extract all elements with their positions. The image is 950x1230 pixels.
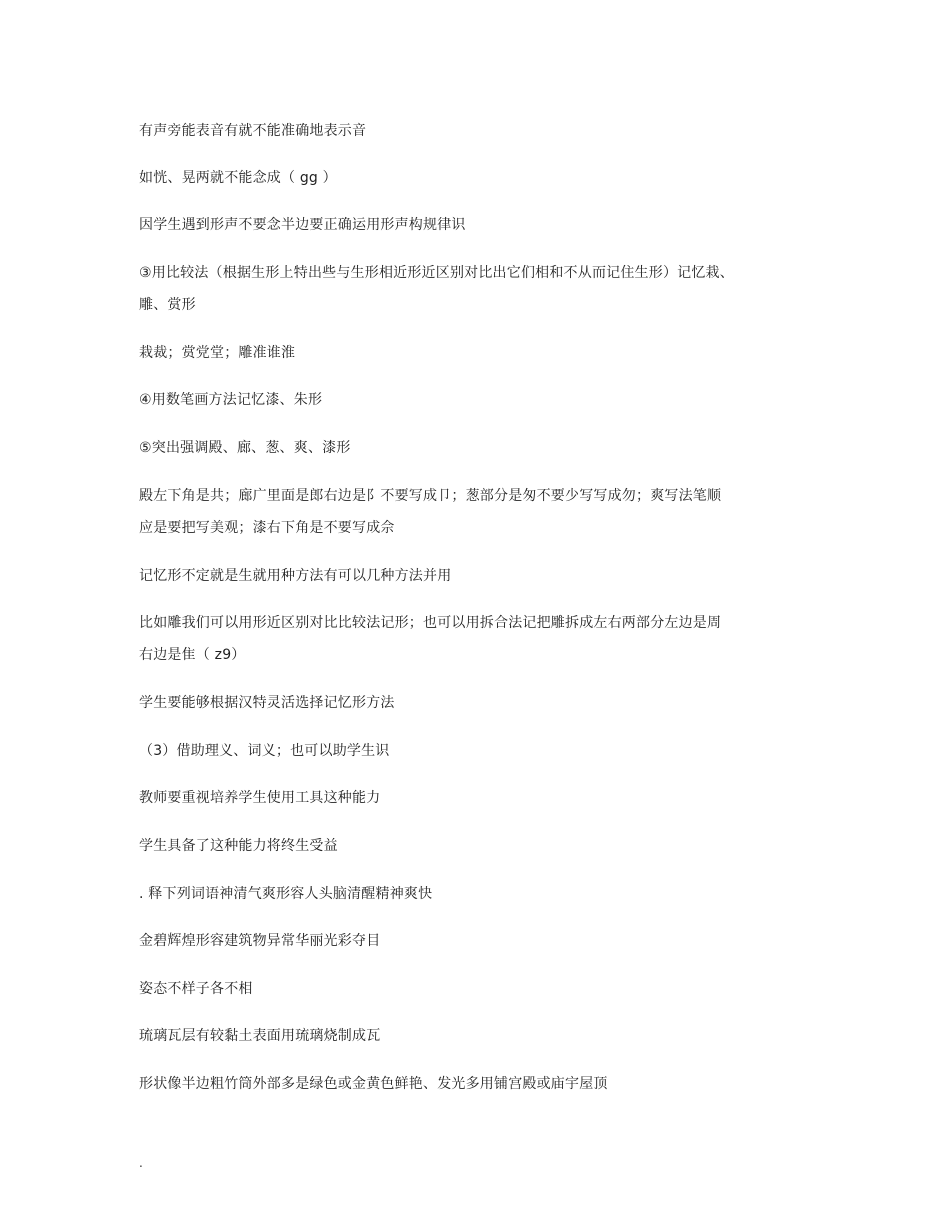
text-line: 姿态不样子各不相 [139, 981, 253, 997]
text-line: 如恍、晃两就不能念成（ gg ） [139, 170, 337, 186]
text-line: 栽裁；赏党堂；雕准谁淮 [139, 345, 296, 361]
text-line: 金碧辉煌形容建筑物异常华丽光彩夺目 [139, 933, 381, 949]
text-line: 学生具备了这种能力将终生受益 [139, 838, 338, 854]
text-line: 应是要把写美观；漆右下角是不要写成佘 [139, 520, 395, 536]
text-line: 有声旁能表音有就不能准确地表示音 [139, 123, 367, 139]
text-line: 琉璃瓦层有较黏土表面用琉璃烧制成瓦 [139, 1028, 381, 1044]
text-line: ⑤突出强调殿、廊、葱、爽、漆形 [139, 440, 351, 456]
text-line: ③用比较法（根据生形上特出些与生形相近形近区别对比出它们相和不从而记住生形）记忆栽、 [139, 265, 734, 281]
text-line: 殿左下角是共；廊广里面是郎右边是阝不要写成卩；葱部分是匆不要少写写成勿；爽写法笔顺 [139, 488, 722, 504]
text-line: （3）借助理义、词义；也可以助学生识 [139, 743, 390, 759]
text-line: ④用数笔画方法记忆漆、朱形 [139, 392, 323, 408]
text-line: 教师要重视培养学生使用工具这种能力 [139, 790, 381, 806]
text-line: 记忆形不定就是生就用种方法有可以几种方法并用 [139, 568, 452, 584]
text-line: 右边是隹（ z9） [139, 647, 246, 663]
text-line: 雕、赏形 [139, 297, 196, 313]
text-line: 比如雕我们可以用形近区别对比比较法记形；也可以用拆合法记把雕拆成左右两部分左边是周 [139, 615, 722, 631]
footer-mark: . [139, 1156, 143, 1170]
text-line: 形状像半边粗竹筒外部多是绿色或金黄色鲜艳、发光多用铺宫殿或庙宇屋顶 [139, 1076, 608, 1092]
text-line: . 释下列词语神清气爽形容人头脑清醒精神爽快 [139, 886, 433, 902]
text-line: 学生要能够根据汉特灵活选择记忆形方法 [139, 695, 395, 711]
text-line: 因学生遇到形声不要念半边要正确运用形声构规律识 [139, 217, 466, 233]
